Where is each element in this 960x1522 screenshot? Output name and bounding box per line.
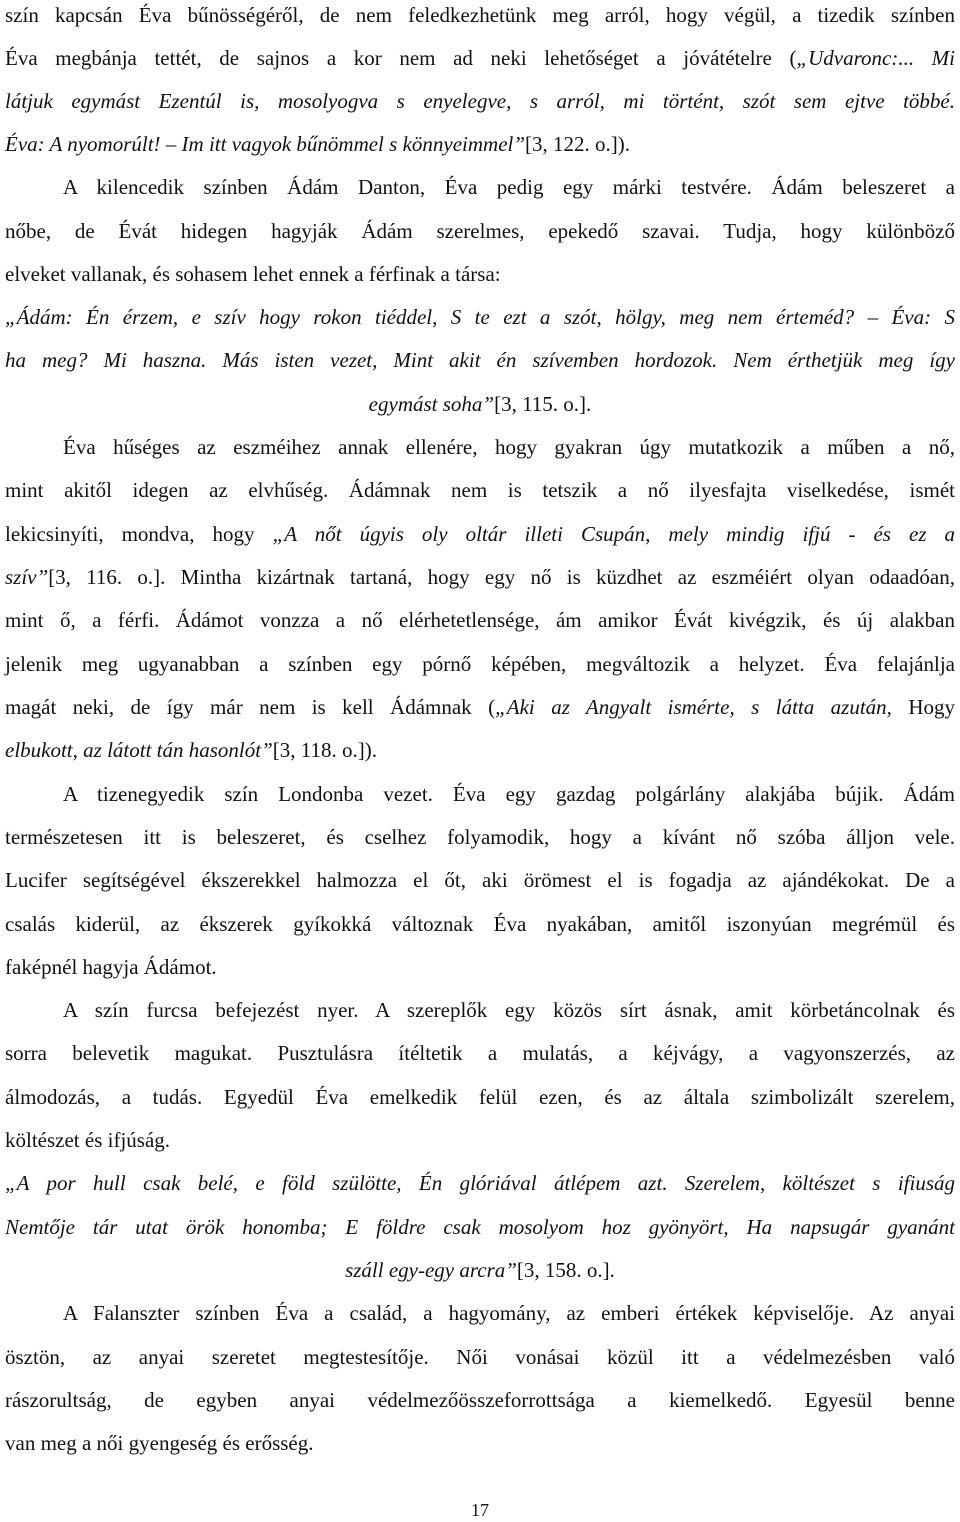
quote-line: „A por hull csak belé, e föld szülötte, Én glóriával átlépem azt. Szerelem, költészet s ifiuság: [5, 1171, 955, 1195]
text-line: A tizenegyedik szín Londonba vezet. Éva egy gazdag polgárlány alakjába bújik. Ádám: [63, 782, 955, 806]
quote-line: „Ádám: Én érzem, e szív hogy rokon tiéddel, S te ezt a szót, hölgy, meg nem érteméd? – Éva: S: [5, 305, 955, 329]
quote-line: Nemtője tár utat örök honomba; E földre csak mosolyom hoz gyönyört, Ha napsugár gyanánt: [5, 1215, 955, 1239]
text-line: jelenik meg ugyanabban a színben egy pórnő képében, megváltozik a helyzet. Éva felajánlja: [5, 652, 955, 676]
text-line: A Falanszter színben Éva a család, a hagyomány, az emberi értékek képviselője. Az anyai: [63, 1301, 955, 1325]
text-line: elveket vallanak, és sohasem lehet ennek a férfinak a társa:: [5, 262, 501, 286]
text-line: látjuk egymást Ezentúl is, mosolyogva s enyelegve, s arról, mi történt, szót sem ejtve többé.: [5, 89, 955, 113]
text-line: szív”[3, 116. o.]. Mintha kizártnak tartaná, hogy egy nő is küzdhet az eszméiért olyan odaadóan,: [5, 565, 955, 589]
text-line: Éva hűséges az eszméihez annak ellenére, hogy gyakran úgy mutatkozik a műben a nő,: [63, 435, 955, 459]
text-line: magát neki, de így már nem is kell Ádámnak („Aki az Angyalt ismérte, s látta azután, Hogy: [5, 695, 956, 719]
page-number: 17: [471, 1500, 489, 1520]
text-line: van meg a női gyengeség és erősség.: [5, 1431, 314, 1455]
text-line: álmodozás, a tudás. Egyedül Éva emelkedik felül ezen, és az általa szimbolizált szerelem,: [5, 1085, 955, 1109]
text-line: A kilencedik színben Ádám Danton, Éva pedig egy márki testvére. Ádám beleszeret a: [63, 175, 955, 199]
text-line: költészet és ifjúság.: [5, 1128, 171, 1152]
text-line: faképnél hagyja Ádámot.: [5, 955, 217, 979]
quote-line: egymást soha”[3, 115. o.].: [368, 392, 592, 416]
text-line: rászorultság, de egyben anyai védelmezőösszeforrottsága a kiemelkedő. Egyesül benne: [5, 1388, 955, 1412]
text-line: Lucifer segítségével ékszerekkel halmozza el őt, aki örömest el is fogadja az ajándékokat. De a: [5, 868, 955, 892]
text-line: mint ő, a férfi. Ádámot vonzza a nő elérhetetlensége, ám amikor Évát kivégzik, és új alakban: [5, 608, 955, 632]
quote-line: ha meg? Mi haszna. Más isten vezet, Mint akit én szívemben hordozok. Nem érthetjük meg így: [5, 348, 955, 372]
text-line: A szín furcsa befejezést nyer. A szereplők egy közös sírt ásnak, amit körbetáncolnak és: [63, 998, 955, 1022]
text-line: Éva megbánja tettét, de sajnos a kor nem ad neki lehetőséget a jóvátételre („Udvaronc:... Mi: [5, 46, 956, 70]
text-line: sorra belevetik magukat. Pusztulásra ítéltetik a mulatás, a kéjvágy, a vagyonszerzés, az: [5, 1041, 955, 1065]
text-line: mint akitől idegen az elvhűség. Ádámnak nem is tetszik a nő ilyesfajta viselkedése, ismét: [5, 478, 955, 502]
text-line: Éva: A nyomorúlt! – Im itt vagyok bűnömmel s könnyeimmel”[3, 122. o.]).: [5, 132, 631, 156]
text-line: elbukott, az látott tán hasonlót”[3, 118. o.]).: [5, 738, 377, 762]
text-line: nőbe, de Évát hidegen hagyják Ádám szerelmes, epekedő szavai. Tudja, hogy különböző: [5, 219, 955, 243]
text-line: lekicsinyíti, mondva, hogy „A nőt úgyis oly oltár illeti Csupán, mely mindig ifjú - és ez a: [5, 522, 956, 546]
text-line: természetesen itt is beleszeret, és cselhez folyamodik, hogy a kívánt nő szóba álljon vele.: [5, 825, 955, 849]
text-line: csalás kiderül, az ékszerek gyíkokká változnak Éva nyakában, amitől iszonyúan megrémül és: [5, 912, 955, 936]
text-line: ösztön, az anyai szeretet megtestesítője. Női vonásai közül itt a védelmezésben való: [5, 1345, 955, 1369]
quote-line: száll egy-egy arcra”[3, 158. o.].: [345, 1258, 615, 1282]
text-line: szín kapcsán Éva bűnösségéről, de nem feledkezhetünk meg arról, hogy végül, a tizedik színben: [5, 3, 955, 27]
